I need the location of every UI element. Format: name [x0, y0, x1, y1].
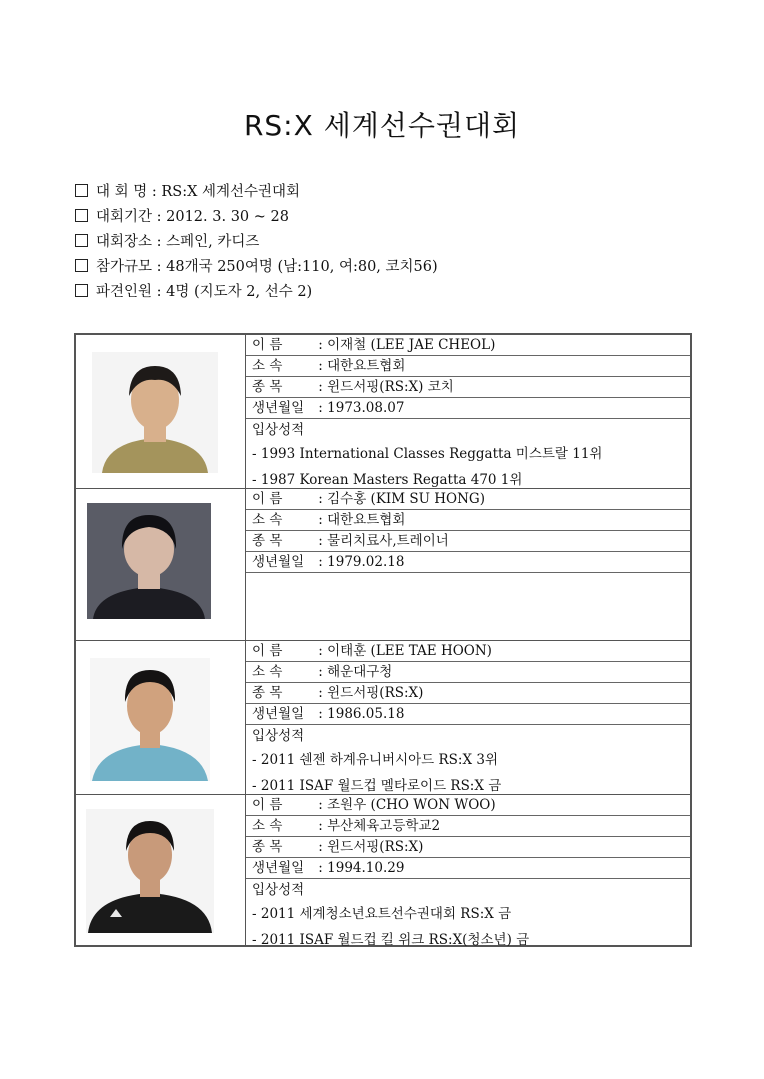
checkbox-icon	[75, 184, 88, 197]
checkbox-icon	[75, 284, 88, 297]
athlete-birth: 1986.05.18	[327, 706, 405, 722]
athlete-name: 이재철 (LEE JAE CHEOL)	[327, 337, 496, 353]
info-delegation: 파견인원 : 4명 (지도자 2, 선수 2)	[75, 280, 438, 305]
photo-cell	[76, 335, 246, 488]
athlete-row	[76, 335, 690, 489]
athlete-event: 물리치료사,트레이너	[327, 533, 449, 549]
person-icon	[90, 658, 210, 781]
athlete-affiliation: 대한요트협회	[327, 358, 406, 374]
athlete-birth: 1979.02.18	[327, 554, 405, 570]
athlete-row	[76, 641, 690, 795]
athlete-details: 이 름 : 이태훈 (LEE TAE HOON) 소 속 : 해운대구청 종 목 : 윈드서핑(RS:X) 생년월일 : 1986.05.18 입상성적 - 2011 쉔젠 하계유니버시아드 RS:X 3위 - 2011 ISAF 월드컵 멜타로이드 RS:X 금	[246, 641, 690, 794]
athlete-name: 조원우 (CHO WON WOO)	[327, 797, 496, 813]
info-event-period: 대회기간 : 2012. 3. 30 ~ 28	[75, 205, 438, 230]
achievement-item: - 2011 세계청소년요트선수권대회 RS:X 금	[252, 906, 512, 922]
athlete-birth: 1973.08.07	[327, 400, 405, 416]
achievement-item: - 2011 ISAF 월드컵 킬 위크 RS:X(청소년) 금	[252, 932, 530, 948]
achievements-heading: 입상성적	[252, 728, 305, 744]
athlete-row	[76, 489, 690, 641]
athlete-event: 윈드서핑(RS:X)	[327, 839, 424, 855]
athlete-event: 윈드서핑(RS:X)	[327, 685, 424, 701]
photo-cell	[76, 641, 246, 794]
athlete-row	[76, 795, 690, 948]
achievement-item: - 1987 Korean Masters Regatta 470 1위	[252, 472, 523, 488]
page-title: RS:X 세계선수권대회	[243, 109, 521, 142]
athlete-name: 이태훈 (LEE TAE HOON)	[327, 643, 492, 659]
athlete-affiliation: 부산체육고등학교2	[327, 818, 441, 834]
athlete-affiliation: 대한요트협회	[327, 512, 406, 528]
athlete-birth: 1994.10.29	[327, 860, 405, 876]
athlete-photo	[87, 503, 211, 619]
event-info-list	[75, 180, 438, 305]
athlete-table	[74, 333, 692, 947]
person-icon	[92, 352, 218, 473]
checkbox-icon	[75, 209, 88, 222]
achievements-heading: 입상성적	[252, 882, 305, 898]
achievement-item: - 1993 International Classes Reggatta 미스트랄 11위	[252, 446, 603, 462]
athlete-name: 김수홍 (KIM SU HONG)	[327, 491, 485, 507]
athlete-affiliation: 해운대구청	[327, 664, 393, 680]
achievements-heading: 입상성적	[252, 422, 305, 438]
athlete-photo	[90, 658, 210, 781]
photo-cell	[76, 795, 246, 945]
person-icon	[86, 809, 214, 933]
achievement-item: - 2011 ISAF 월드컵 멜타로이드 RS:X 금	[252, 778, 502, 794]
person-icon	[87, 503, 211, 619]
athlete-photo	[86, 809, 214, 933]
info-event-name: 대 회 명 : RS:X 세계선수권대회	[75, 180, 438, 205]
achievement-item: - 2011 쉔젠 하계유니버시아드 RS:X 3위	[252, 752, 498, 768]
checkbox-icon	[75, 234, 88, 247]
athlete-event: 윈드서핑(RS:X) 코치	[327, 379, 454, 395]
athlete-details: 이 름 : 조원우 (CHO WON WOO) 소 속 : 부산체육고등학교2 종 목 : 윈드서핑(RS:X) 생년월일 : 1994.10.29 입상성적 - 2011 세계청소년요트선수권대회 RS:X 금 - 2011 ISAF 월드컵 킬 위크 RS:X(청소년) 금	[246, 795, 690, 945]
athlete-photo	[92, 352, 218, 473]
info-event-scale: 참가규모 : 48개국 250여명 (남:110, 여:80, 코치56)	[75, 255, 438, 280]
athlete-details: 이 름 : 김수홍 (KIM SU HONG) 소 속 : 대한요트협회 종 목 : 물리치료사,트레이너 생년월일 : 1979.02.18	[246, 489, 690, 640]
checkbox-icon	[75, 259, 88, 272]
info-event-venue: 대회장소 : 스페인, 카디즈	[75, 230, 438, 255]
athlete-details: 이 름 : 이재철 (LEE JAE CHEOL) 소 속 : 대한요트협회 종 목 : 윈드서핑(RS:X) 코치 생년월일 : 1973.08.07 입상성적 - 1993 International Classes Reggatta 미스트랄 11위 - 1987 Korean Masters Regatta 470 1위	[246, 335, 690, 488]
photo-cell	[76, 489, 246, 640]
